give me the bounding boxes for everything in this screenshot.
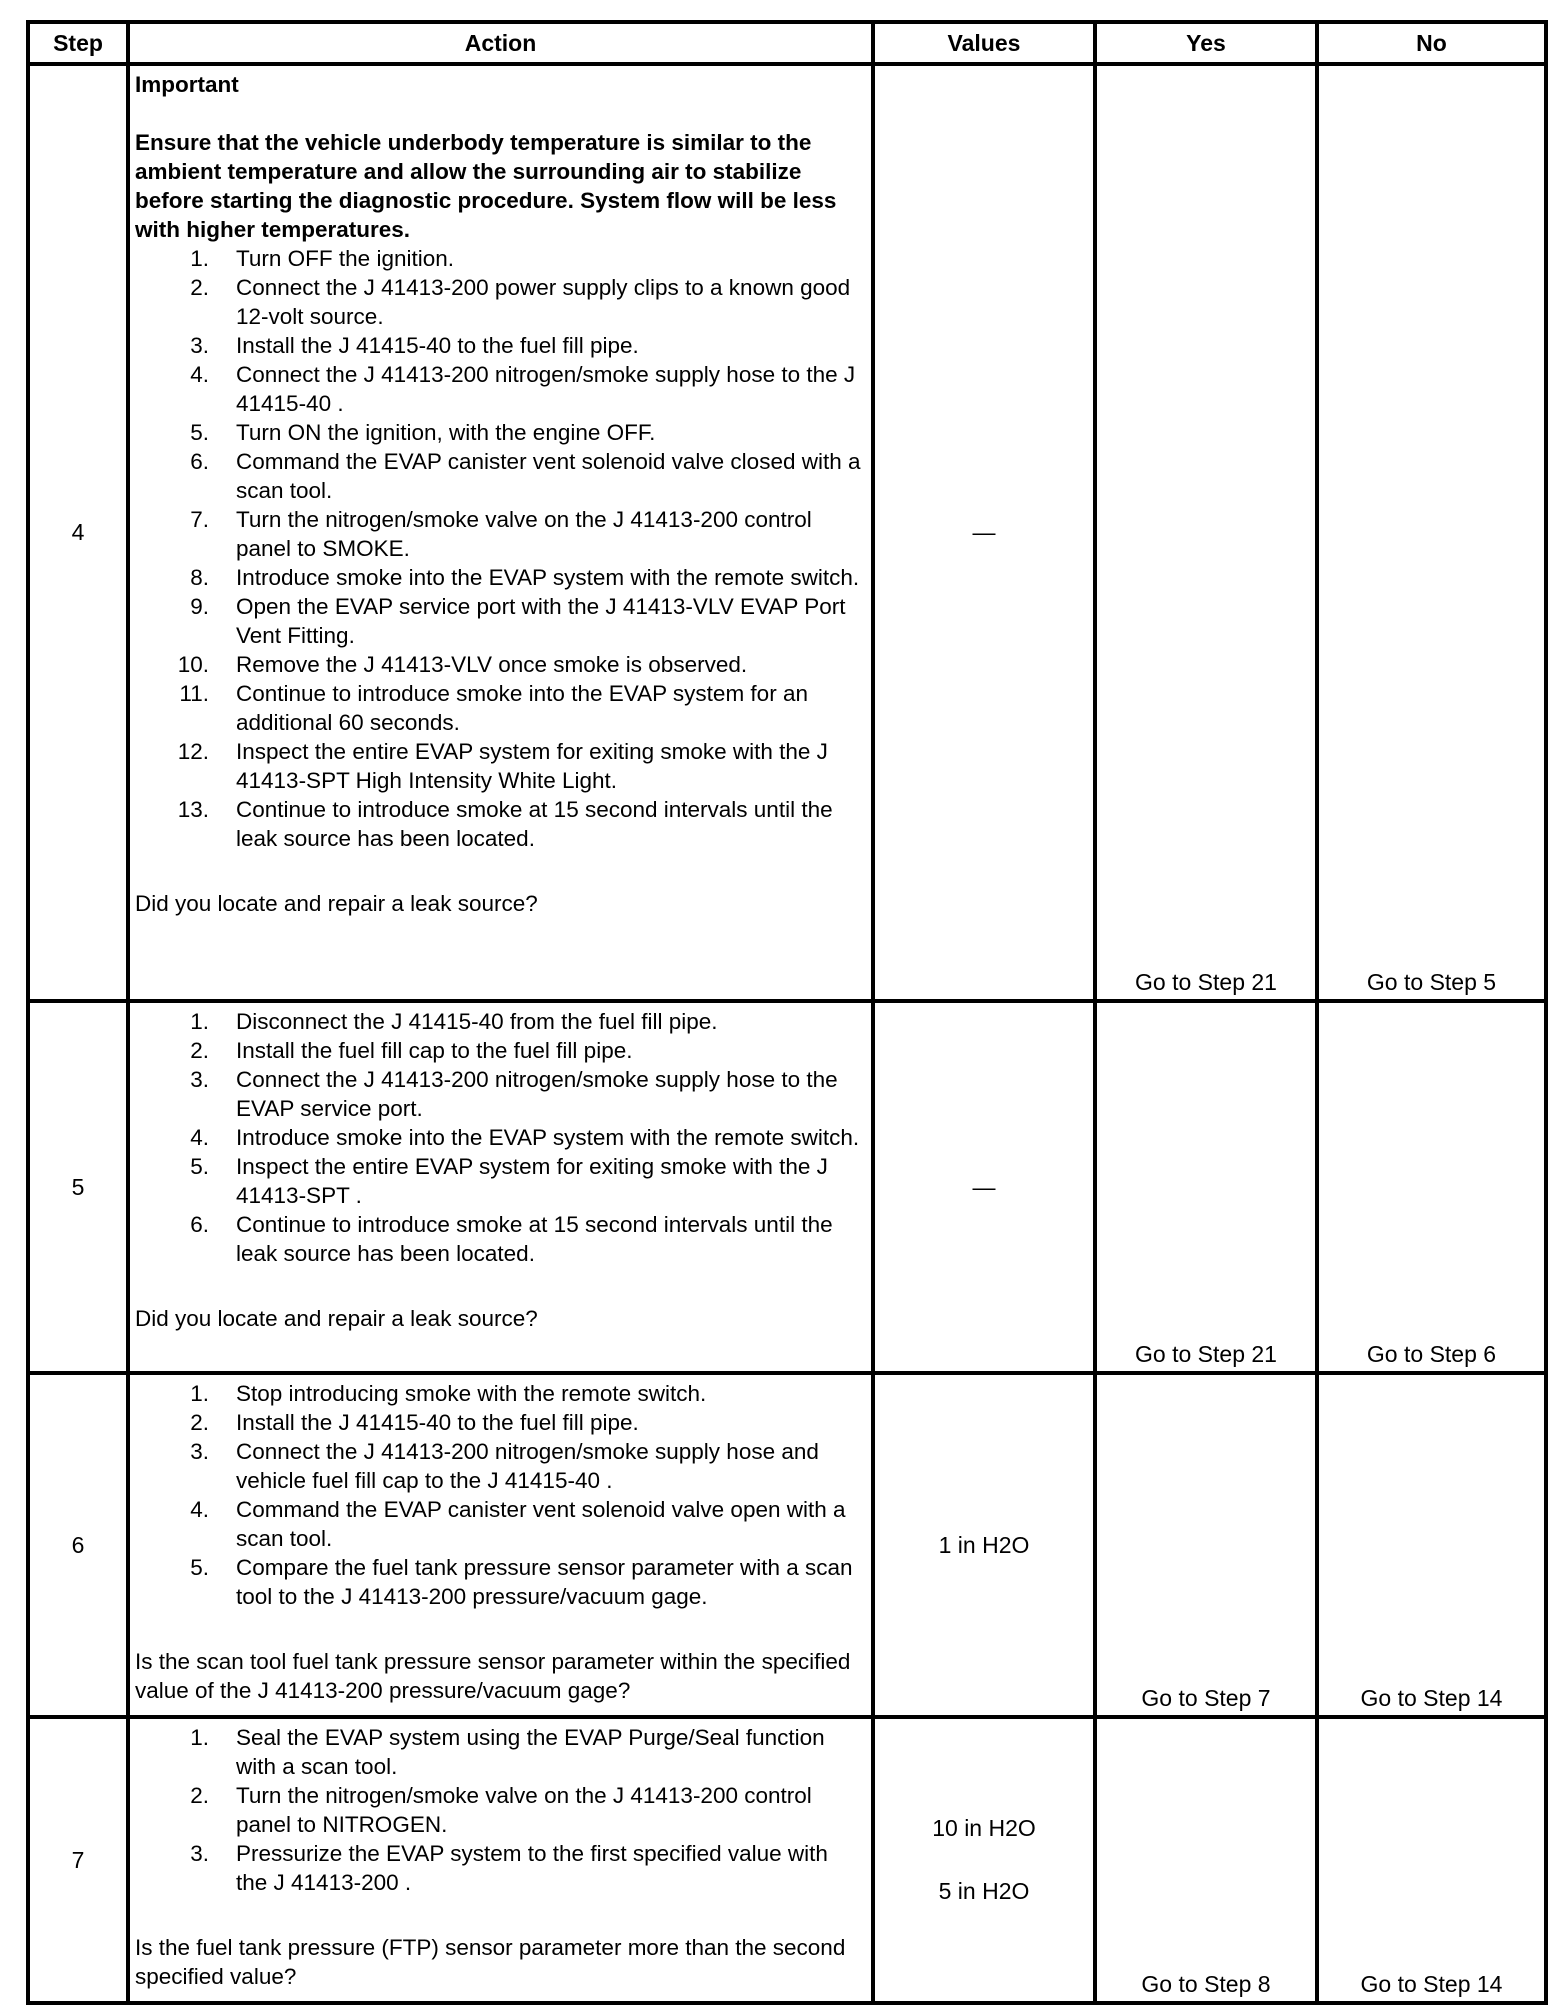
action-cell [128, 64, 873, 1001]
list-item: 5. Inspect the entire EVAP system for exiting smoke with the J 41413-SPT . [190, 1154, 828, 1208]
step-number: 6 [28, 1373, 128, 1717]
list-item: 5. Compare the fuel tank pressure sensor parameter with a scan tool to the J 41413-200 pressure/vacuum gage. [190, 1555, 853, 1609]
list-item: 1. Stop introducing smoke with the remote switch. [190, 1381, 707, 1406]
question-text: Is the scan tool fuel tank pressure sensor parameter within the specified value of the J 41413-200 pressure/vacuum gage? [135, 1649, 851, 1703]
list-item: 8. Introduce smoke into the EVAP system with the remote switch. [190, 565, 860, 590]
values-cell: — [873, 1001, 1095, 1373]
list-item: 4. Command the EVAP canister vent solenoid valve open with a scan tool. [190, 1497, 846, 1551]
header-values: Values [873, 22, 1095, 64]
yes-action: Go to Step 8 [1095, 1717, 1317, 2003]
list-item: 2. Turn the nitrogen/smoke valve on the J 41413-200 control panel to NITROGEN. [190, 1783, 812, 1837]
table-row [28, 1373, 1546, 1717]
question-text: Did you locate and repair a leak source? [135, 1306, 538, 1331]
list-item: 3. Connect the J 41413-200 nitrogen/smoke supply hose and vehicle fuel fill cap to the J 41415-40 . [190, 1439, 819, 1493]
list-item: 11. Continue to introduce smoke into the EVAP system for an additional 60 seconds. [179, 681, 808, 735]
no-action: Go to Step 5 [1317, 64, 1546, 1001]
no-action: Go to Step 14 [1317, 1373, 1546, 1717]
instruction-list [135, 1723, 865, 1897]
list-item: 9. Open the EVAP service port with the J 41413-VLV EVAP Port Vent Fitting. [190, 594, 846, 648]
list-item: 5. Turn ON the ignition, with the engine OFF. [190, 420, 656, 445]
second-specified-value: 5 in H2O [938, 1878, 1030, 1904]
list-item: 7. Turn the nitrogen/smoke valve on the J 41413-200 control panel to SMOKE. [190, 507, 812, 561]
action-cell [128, 1717, 873, 2003]
list-item: 1. Disconnect the J 41415-40 from the fuel fill pipe. [190, 1009, 718, 1034]
list-item: 6. Command the EVAP canister vent solenoid valve closed with a scan tool. [190, 449, 861, 503]
header-no: No [1317, 22, 1546, 64]
list-item: 10. Remove the J 41413-VLV once smoke is observed. [177, 652, 748, 677]
list-item: 1. Seal the EVAP system using the EVAP Purge/Seal function with a scan tool. [190, 1725, 825, 1779]
values-cell: 1 in H2O [873, 1373, 1095, 1717]
instruction-list [135, 1379, 865, 1611]
no-action: Go to Step 6 [1317, 1001, 1546, 1373]
list-item: 4. Introduce smoke into the EVAP system with the remote switch. [190, 1125, 860, 1150]
step-number: 7 [28, 1717, 128, 2003]
table-row [28, 64, 1546, 1001]
header-action: Action [128, 22, 873, 64]
question-text: Is the fuel tank pressure (FTP) sensor parameter more than the second specified value? [135, 1935, 846, 1989]
question-text: Did you locate and repair a leak source? [135, 891, 538, 916]
list-item: 2. Install the fuel fill cap to the fuel fill pipe. [190, 1038, 633, 1063]
list-item: 3. Install the J 41415-40 to the fuel fill pipe. [190, 333, 639, 358]
step-number: 4 [28, 64, 128, 1001]
values-cell: — [873, 64, 1095, 1001]
header-step: Step [28, 22, 128, 64]
step-number: 5 [28, 1001, 128, 1373]
action-cell [128, 1373, 873, 1717]
list-item: 2. Install the J 41415-40 to the fuel fill pipe. [190, 1410, 639, 1435]
list-item: 12. Inspect the entire EVAP system for exiting smoke with the J 41413-SPT High Intensity White Light. [177, 739, 828, 793]
first-specified-value: 10 in H2O [932, 1815, 1036, 1841]
important-title: Important [135, 72, 239, 97]
values-cell [873, 1717, 1095, 2003]
instruction-list [135, 244, 865, 853]
yes-action: Go to Step 21 [1095, 64, 1317, 1001]
diagnostic-table [26, 20, 1548, 2005]
instruction-list [135, 1007, 865, 1268]
list-item: 2. Connect the J 41413-200 power supply clips to a known good 12-volt source. [190, 275, 851, 329]
list-item: 4. Connect the J 41413-200 nitrogen/smoke supply hose to the J 41415-40 . [190, 362, 856, 416]
list-item: 1. Turn OFF the ignition. [190, 246, 455, 271]
yes-action: Go to Step 7 [1095, 1373, 1317, 1717]
list-item: 13. Continue to introduce smoke at 15 second intervals until the leak source has been located. [177, 797, 833, 851]
header-yes: Yes [1095, 22, 1317, 64]
table-row [28, 1717, 1546, 2003]
yes-action: Go to Step 21 [1095, 1001, 1317, 1373]
no-action: Go to Step 14 [1317, 1717, 1546, 2003]
list-item: 3. Pressurize the EVAP system to the first specified value with the J 41413-200 . [190, 1841, 828, 1895]
list-item: 3. Connect the J 41413-200 nitrogen/smoke supply hose to the EVAP service port. [190, 1067, 838, 1121]
action-cell [128, 1001, 873, 1373]
header-row [28, 22, 1546, 64]
list-item: 6. Continue to introduce smoke at 15 second intervals until the leak source has been located. [190, 1212, 833, 1266]
important-text: Ensure that the vehicle underbody temperature is similar to the ambient temperature and allow the surrounding air to stabilize before starting the diagnostic procedure. System flow will be less with higher temperatures. [135, 130, 837, 242]
table-row [28, 1001, 1546, 1373]
